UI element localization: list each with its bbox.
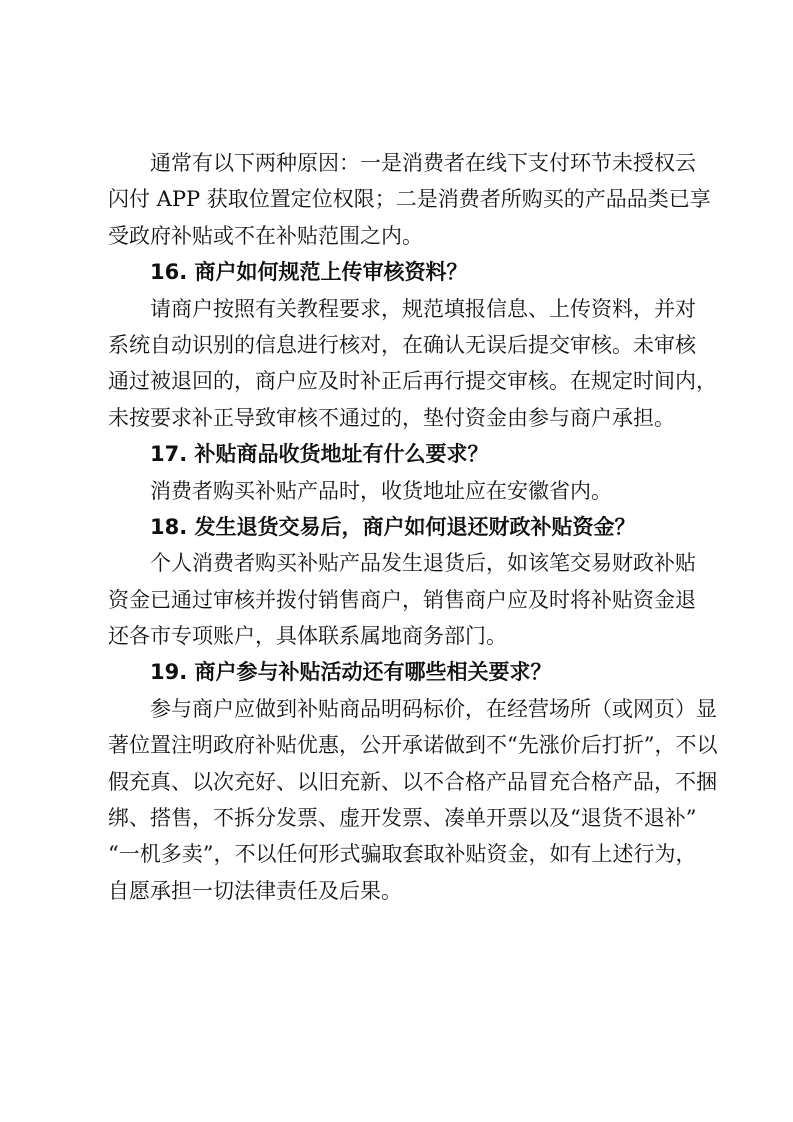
answer-paragraph-17 [108, 473, 696, 509]
paragraph-line: 自愿承担一切法律责任及后果。 [108, 878, 402, 903]
paragraph-line: 消费者购买补贴产品时，收货地址应在安徽省内。 [150, 478, 612, 503]
question-heading-17: 17. 补贴商品收货地址有什么要求？ [150, 442, 489, 467]
answer-paragraph-16 [108, 291, 717, 437]
paragraph-line: 受政府补贴或不在补贴范围之内。 [108, 223, 423, 248]
paragraph-line: 还各市专项账户，具体联系属地商务部门。 [108, 624, 507, 649]
paragraph-line: “一机多卖”，不以任何形式骗取套取补贴资金，如有上述行为， [108, 842, 697, 867]
paragraph-line: 著位置注明政府补贴优惠，公开承诺做到不“先涨价后打折”，不以 [108, 733, 718, 758]
paragraph-line: 请商户按照有关教程要求，规范填报信息、上传资料，并对 [150, 296, 696, 321]
paragraph-line: 通常有以下两种原因：一是消费者在线下支付环节未授权云 [150, 151, 696, 175]
answer-paragraph-18 [108, 545, 696, 654]
answer-paragraph-19 [108, 691, 718, 909]
paragraph-line: 资金已通过审核并拨付销售商户，销售商户应及时将补贴资金退 [108, 587, 696, 612]
paragraph-line: 系统自动识别的信息进行核对，在确认无误后提交审核。未审核 [108, 332, 696, 357]
paragraph-line: 通过被退回的，商户应及时补正后再行提交审核。在规定时间内， [108, 369, 717, 394]
paragraph-reason-explanation [108, 145, 711, 254]
paragraph-line: 未按要求补正导致审核不通过的，垫付资金由参与商户承担。 [108, 405, 675, 430]
paragraph-line: 绑、搭售，不拆分发票、虚开发票、凑单开票以及“退货不退补” [108, 806, 697, 831]
question-heading-16: 16. 商户如何规范上传审核资料？ [150, 260, 468, 285]
question-heading-18: 18. 发生退货交易后，商户如何退还财政补贴资金？ [150, 514, 636, 539]
paragraph-line: 闪付 APP 获取位置定位权限；二是消费者所购买的产品品类已享 [108, 187, 711, 212]
document-body [108, 145, 718, 909]
paragraph-line: 假充真、以次充好、以旧充新、以不合格产品冒充合格产品，不捆 [108, 769, 717, 794]
paragraph-line: 参与商户应做到补贴商品明码标价，在经营场所（或网页）显 [150, 696, 717, 721]
paragraph-line: 个人消费者购买补贴产品发生退货后，如该笔交易财政补贴 [150, 551, 696, 576]
question-heading-19: 19. 商户参与补贴活动还有哪些相关要求？ [150, 660, 552, 685]
